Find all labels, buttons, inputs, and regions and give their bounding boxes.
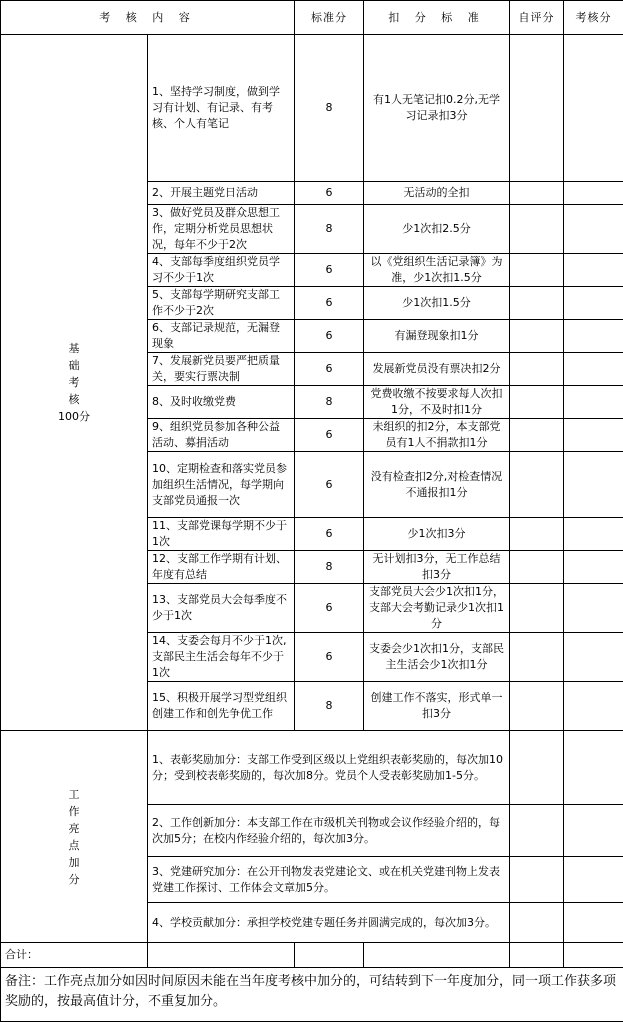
assess-score-cell[interactable] xyxy=(564,551,623,584)
self-score-cell[interactable] xyxy=(510,205,564,254)
item-content: 1、坚持学习制度，做到学习有计划、有记录、有考核、个人有笔记 xyxy=(148,35,295,182)
item-content: 8、及时收缴党费 xyxy=(148,386,295,419)
item-content: 11、支部党课每学期不少于1次 xyxy=(148,518,295,551)
item-score: 8 xyxy=(295,386,364,419)
assess-score-cell[interactable] xyxy=(564,682,623,731)
header-row xyxy=(1,1,623,35)
item-score: 8 xyxy=(295,35,364,182)
item-score: 8 xyxy=(295,682,364,731)
total-assess-score-cell[interactable] xyxy=(564,943,623,968)
assess-score-cell[interactable] xyxy=(564,205,623,254)
basic-category-char: 考 xyxy=(5,374,143,391)
assess-score-cell[interactable] xyxy=(564,320,623,353)
table-row xyxy=(1,731,623,805)
assess-score-cell[interactable] xyxy=(564,353,623,386)
item-score: 6 xyxy=(295,287,364,320)
assess-score-cell[interactable] xyxy=(564,419,623,452)
highlights-category-char: 点 xyxy=(5,837,143,854)
note-row xyxy=(1,968,623,1022)
assess-score-cell[interactable] xyxy=(564,731,623,805)
assess-score-cell[interactable] xyxy=(564,35,623,182)
table-row xyxy=(1,35,623,182)
assess-score-cell[interactable] xyxy=(564,518,623,551)
item-content: 3、做好党员及群众思想工作，定期分析党员思想状况，每年不少于2次 xyxy=(148,205,295,254)
highlights-category-char: 亮 xyxy=(5,820,143,837)
assess-score-cell[interactable] xyxy=(564,182,623,205)
highlight-item: 3、党建研究加分：在公开刊物发表党建论文、或在机关党建刊物上发表党建工作探讨、工作体会文章加5分。 xyxy=(148,857,510,903)
basic-category-char: 基 xyxy=(5,340,143,357)
total-standard-cell[interactable] xyxy=(295,943,364,968)
item-deduction: 未组织的扣2分，本支部党员有1人不捐款扣1分 xyxy=(364,419,510,452)
highlight-item: 2、工作创新加分：本支部工作在市级机关刊物或会议作经验介绍的，每次加5分；在校内作经验介绍的，每次加3分。 xyxy=(148,805,510,857)
item-deduction: 支委会少1次扣1分，支部民主生活会少1次扣1分 xyxy=(364,633,510,682)
total-blank xyxy=(148,943,295,968)
self-score-cell[interactable] xyxy=(510,35,564,182)
item-score: 6 xyxy=(295,518,364,551)
self-score-cell[interactable] xyxy=(510,419,564,452)
highlights-category-char: 分 xyxy=(5,871,143,888)
header-self-score: 自评分 xyxy=(510,1,564,35)
item-content: 5、支部每学期研究支部工作不少于2次 xyxy=(148,287,295,320)
self-score-cell[interactable] xyxy=(510,584,564,633)
assess-score-cell[interactable] xyxy=(564,386,623,419)
self-score-cell[interactable] xyxy=(510,903,564,943)
self-score-cell[interactable] xyxy=(510,633,564,682)
self-score-cell[interactable] xyxy=(510,287,564,320)
item-score: 6 xyxy=(295,320,364,353)
item-content: 7、发展新党员要严把质量关，要实行票决制 xyxy=(148,353,295,386)
item-score: 6 xyxy=(295,254,364,287)
item-content: 10、定期检查和落实党员参加组织生活情况，每学期向支部党员通报一次 xyxy=(148,452,295,518)
total-deduction-cell xyxy=(364,943,510,968)
item-content: 15、积极开展学习型党组织创建工作和创先争优工作 xyxy=(148,682,295,731)
item-score: 6 xyxy=(295,633,364,682)
item-deduction: 有漏登现象扣1分 xyxy=(364,320,510,353)
header-standard-score: 标准分 xyxy=(295,1,364,35)
item-deduction: 没有检查扣2分,对检查情况不通报扣1分 xyxy=(364,452,510,518)
assess-score-cell[interactable] xyxy=(564,254,623,287)
assess-score-cell[interactable] xyxy=(564,584,623,633)
item-deduction: 无活动的全扣 xyxy=(364,182,510,205)
total-label: 合计： xyxy=(1,943,148,968)
self-score-cell[interactable] xyxy=(510,805,564,857)
highlight-item: 1、表彰奖励加分：支部工作受到区级以上党组织表彰奖励的，每次加10分；受到校表彰奖励的，每次加8分。党员个人受表彰奖励加1-5分。 xyxy=(148,731,510,805)
item-deduction: 党费收缴不按要求每人次扣1分，不及时扣1分 xyxy=(364,386,510,419)
item-score: 6 xyxy=(295,584,364,633)
self-score-cell[interactable] xyxy=(510,254,564,287)
total-self-score-cell[interactable] xyxy=(510,943,564,968)
item-score: 6 xyxy=(295,419,364,452)
header-deduction-standard: 扣 分 标 准 xyxy=(364,1,510,35)
self-score-cell[interactable] xyxy=(510,182,564,205)
item-deduction: 少1次扣1.5分 xyxy=(364,287,510,320)
header-content: 考 核 内 容 xyxy=(1,1,295,35)
highlight-item: 4、学校贡献加分：承担学校党建专题任务并圆满完成的，每次加3分。 xyxy=(148,903,510,943)
header-assess-score: 考核分 xyxy=(564,1,623,35)
item-score: 8 xyxy=(295,551,364,584)
item-deduction: 以《党组织生活记录簿》为准，少1次扣1.5分 xyxy=(364,254,510,287)
item-score: 6 xyxy=(295,182,364,205)
highlights-category-cell xyxy=(1,731,148,943)
self-score-cell[interactable] xyxy=(510,682,564,731)
self-score-cell[interactable] xyxy=(510,518,564,551)
item-deduction: 少1次扣3分 xyxy=(364,518,510,551)
item-score: 8 xyxy=(295,205,364,254)
item-deduction: 创建工作不落实，形式单一扣3分 xyxy=(364,682,510,731)
assess-score-cell[interactable] xyxy=(564,287,623,320)
self-score-cell[interactable] xyxy=(510,320,564,353)
self-score-cell[interactable] xyxy=(510,551,564,584)
self-score-cell[interactable] xyxy=(510,452,564,518)
item-deduction: 支部党员大会少1次扣1分，支部大会考勤记录少1次扣1分 xyxy=(364,584,510,633)
note-text: 备注：工作亮点加分如因时间原因未能在当年度考核中加分的，可结转到下一年度加分，同一项工作获多项奖励的，按最高值计分，不重复加分。 xyxy=(1,968,623,1022)
self-score-cell[interactable] xyxy=(510,731,564,805)
highlights-category-char: 加 xyxy=(5,854,143,871)
total-row xyxy=(1,943,623,968)
assess-score-cell[interactable] xyxy=(564,903,623,943)
item-content: 4、支部每季度组织党员学习不少于1次 xyxy=(148,254,295,287)
item-deduction: 无计划扣3分，无工作总结扣3分 xyxy=(364,551,510,584)
item-deduction: 少1次扣2.5分 xyxy=(364,205,510,254)
item-content: 6、支部记录规范，无漏登现象 xyxy=(148,320,295,353)
item-content: 13、支部党员大会每季度不少于1次 xyxy=(148,584,295,633)
highlights-category-char: 工 xyxy=(5,786,143,803)
self-score-cell[interactable] xyxy=(510,857,564,903)
assess-score-cell[interactable] xyxy=(564,452,623,518)
item-content: 14、支委会每月不少于1次,支部民主生活会每年不少于1次 xyxy=(148,633,295,682)
basic-category-score: 100分 xyxy=(5,408,143,425)
self-score-cell[interactable] xyxy=(510,353,564,386)
basic-category-char: 础 xyxy=(5,357,143,374)
item-deduction: 有1人无笔记扣0.2分,无学习记录扣3分 xyxy=(364,35,510,182)
item-score: 6 xyxy=(295,353,364,386)
basic-category-cell xyxy=(1,35,148,731)
assess-score-cell[interactable] xyxy=(564,857,623,903)
assess-score-cell[interactable] xyxy=(564,805,623,857)
item-deduction: 发展新党员没有票决扣2分 xyxy=(364,353,510,386)
item-score: 6 xyxy=(295,452,364,518)
self-score-cell[interactable] xyxy=(510,386,564,419)
item-content: 12、支部工作学期有计划、年度有总结 xyxy=(148,551,295,584)
item-content: 2、开展主题党日活动 xyxy=(148,182,295,205)
item-content: 9、组织党员参加各种公益活动、募捐活动 xyxy=(148,419,295,452)
assess-score-cell[interactable] xyxy=(564,633,623,682)
basic-category-char: 核 xyxy=(5,391,143,408)
highlights-category-char: 作 xyxy=(5,803,143,820)
